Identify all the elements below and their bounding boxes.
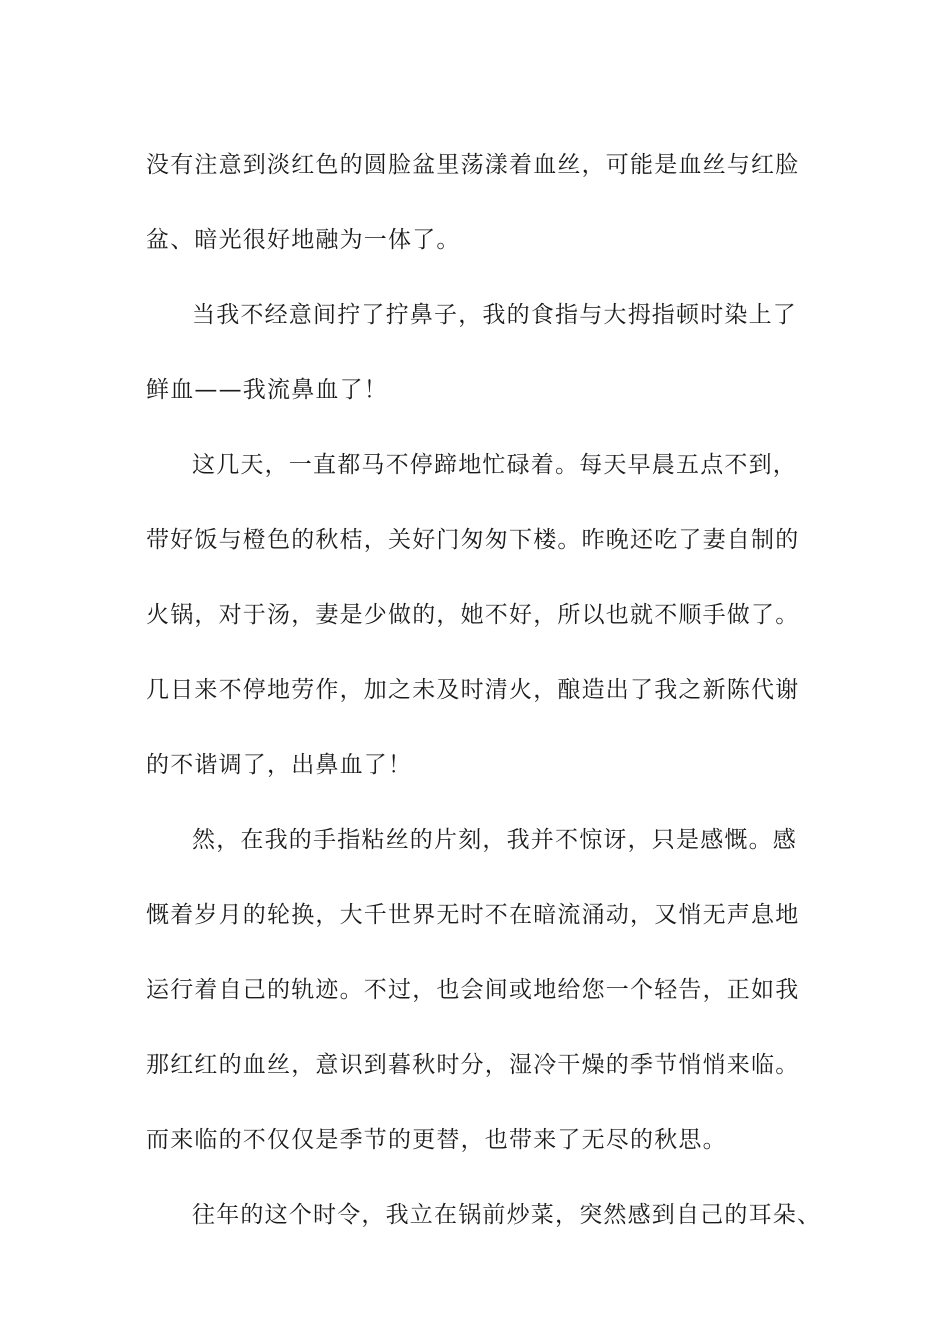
text-line: 鲜血——我流鼻血了！ xyxy=(146,377,388,403)
paragraph-first-line: 然，在我的手指粘丝的片刻，我并不惊讶，只是感慨。感 xyxy=(192,827,797,853)
document-body xyxy=(146,128,822,1253)
text-line: 没有注意到淡红色的圆脸盆里荡漾着血丝，可能是血丝与红脸 xyxy=(146,152,800,178)
text-line: 的不谐调了，出鼻血了！ xyxy=(146,752,413,778)
paragraph-first-line: 当我不经意间拧了拧鼻子，我的食指与大拇指顿时染上了 xyxy=(192,302,797,328)
paragraph-first-line: 这几天，一直都马不停蹄地忙碌着。每天早晨五点不到， xyxy=(192,452,797,478)
paragraph-first-line: 往年的这个时令，我立在锅前炒菜，突然感到自己的耳朵、 xyxy=(192,1202,822,1228)
text-line: 运行着自己的轨迹。不过，也会间或地给您一个轻告，正如我 xyxy=(146,977,800,1003)
text-line: 几日来不停地劳作，加之未及时清火，酿造出了我之新陈代谢 xyxy=(146,677,800,703)
text-line: 火锅，对于汤，妻是少做的，她不好，所以也就不顺手做了。 xyxy=(146,602,800,628)
text-line: 带好饭与橙色的秋桔，关好门匆匆下楼。昨晚还吃了妻自制的 xyxy=(146,527,800,553)
text-line: 盆、暗光很好地融为一体了。 xyxy=(146,227,461,253)
text-line: 而来临的不仅仅是季节的更替，也带来了无尽的秋思。 xyxy=(146,1127,727,1153)
text-line: 慨着岁月的轮换，大千世界无时不在暗流涌动，又悄无声息地 xyxy=(146,902,800,928)
text-line: 那红红的血丝，意识到暮秋时分，湿冷干燥的季节悄悄来临。 xyxy=(146,1052,800,1078)
